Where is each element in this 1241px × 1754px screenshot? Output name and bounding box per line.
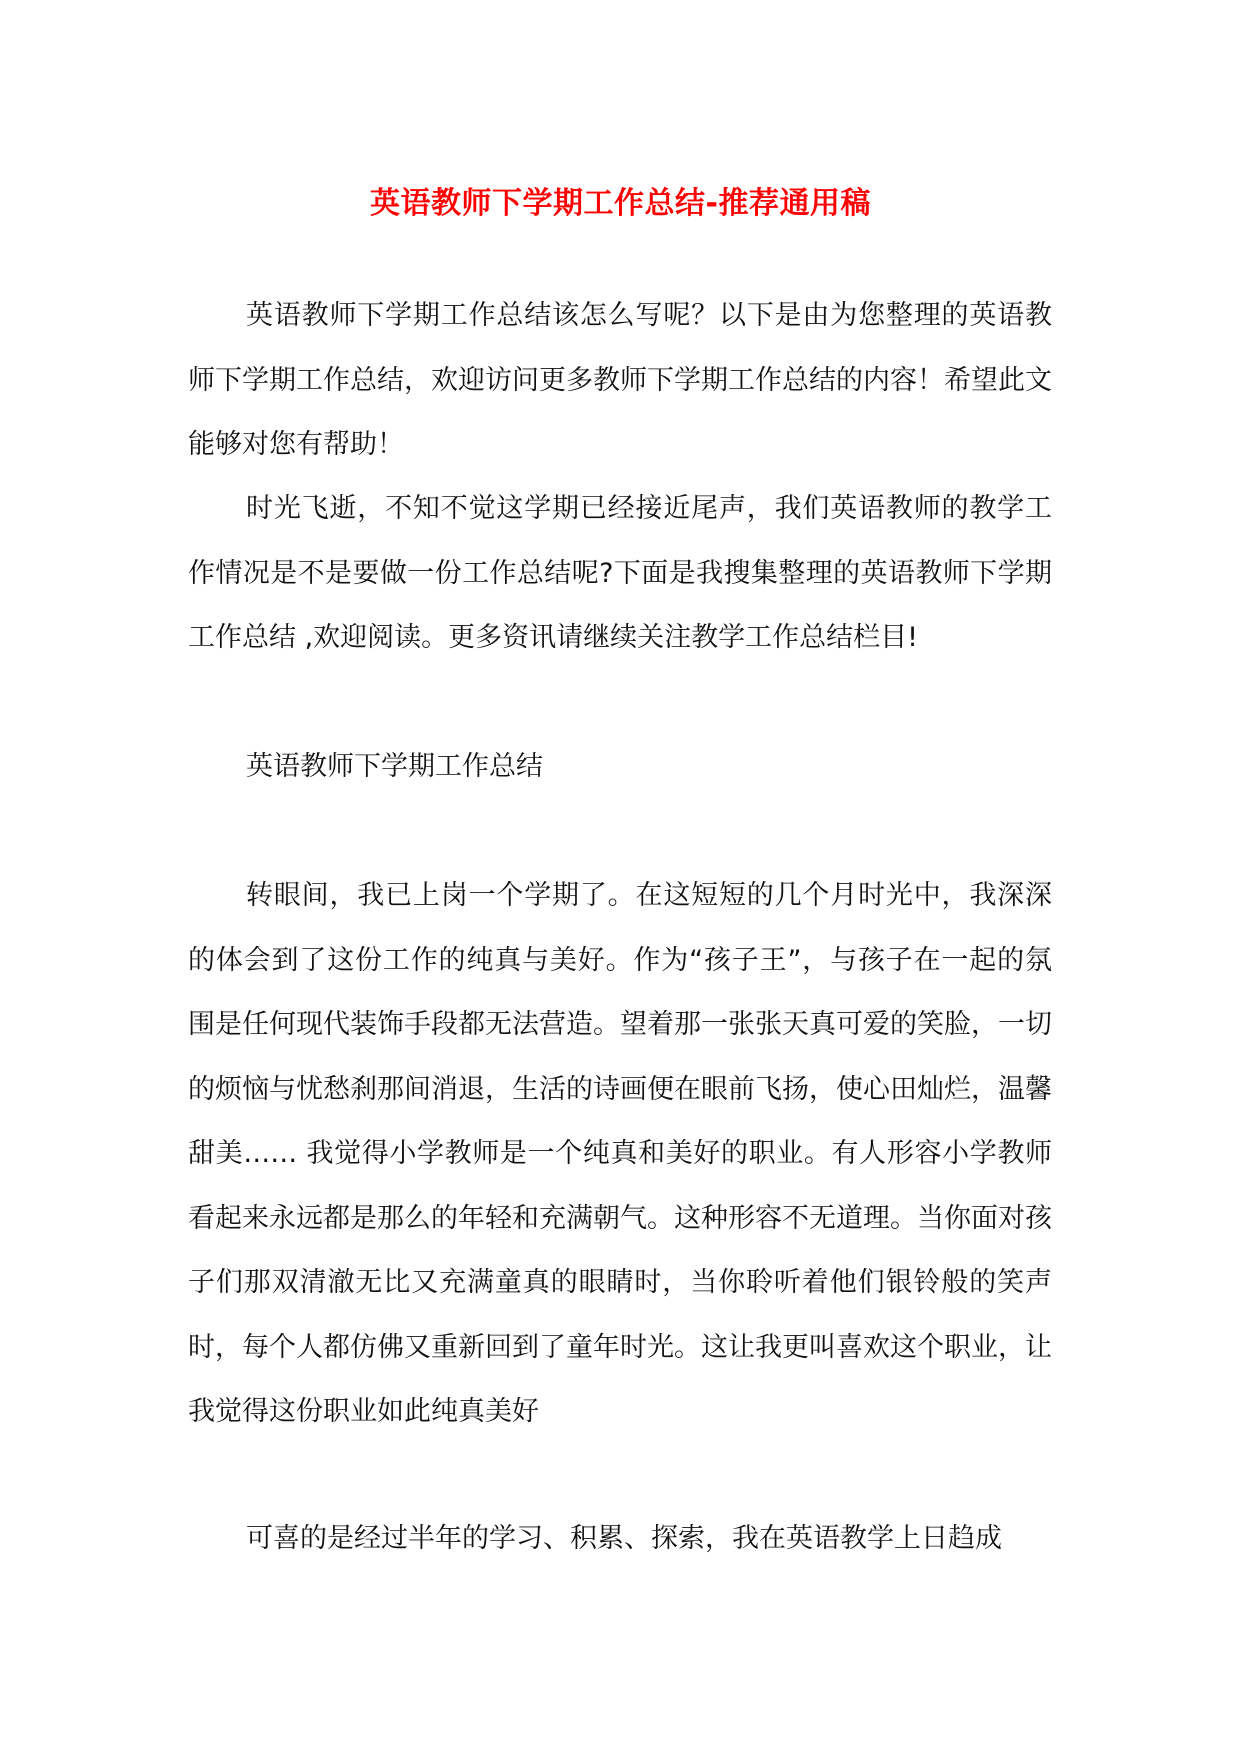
body-paragraph-1: 转眼间，我已上岗一个学期了。在这短短的几个月时光中，我深深的体会到了这份工作的纯真与美好。作为“孩子王”，与孩子在一起的氛围是任何现代装饰手段都无法营造。望着那一张张天真可爱的笑脸，一切的烦恼与忧愁刹那间消退，生活的诗画便在眼前飞扬，使心田灿烂，温馨甜美…… 我觉得小学教师是一个纯真和美好的职业。有人形容小学教师看起来永远都是那么的年轻和充满朝气。这种形容不无道理。当你面对孩子们那双清澈无比又充满童真的眼睛时，当你聆听着他们银铃般的笑声时，每个人都仿佛又重新回到了童年时光。这让我更叫喜欢这个职业，让我觉得这份职业如此纯真美好 (188, 880, 1052, 1427)
document-title: 英语教师下学期工作总结-推荐通用稿 (370, 186, 871, 222)
lead-paragraph: 时光飞逝，不知不觉这学期已经接近尾声，我们英语教师的教学工作情况是不是要做一份工作总结呢?下面是我搜集整理的英语教师下学期工作总结 ,欢迎阅读。更多资讯请继续关注教学工作总结栏目! (188, 493, 1052, 653)
section-subheading: 英语教师下学期工作总结 (246, 751, 543, 782)
body-paragraph-2: 可喜的是经过半年的学习、积累、探索，我在英语教学上日趋成 (246, 1523, 1002, 1554)
intro-paragraph: 英语教师下学期工作总结该怎么写呢？以下是由为您整理的英语教师下学期工作总结，欢迎访问更多教师下学期工作总结的内容！希望此文能够对您有帮助！ (188, 300, 1052, 460)
